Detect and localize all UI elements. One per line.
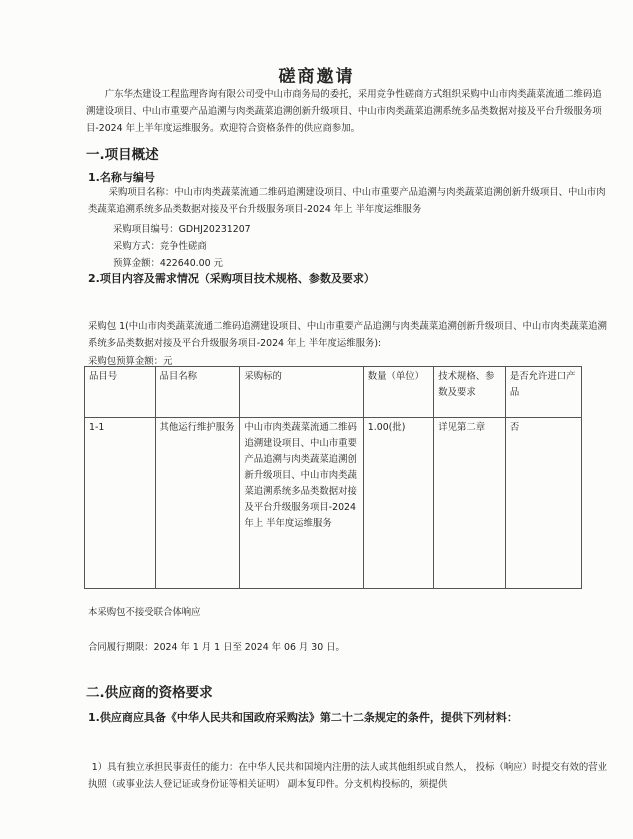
table-cell-item-no: 1-1 (85, 418, 156, 589)
section2-heading: 二.供应商的资格要求 (86, 685, 213, 701)
items-table (84, 366, 582, 589)
no-consortium-note: 本采购包不接受联合体响应 (88, 607, 201, 618)
project-name: 采购项目名称：中山市肉类蔬菜流通二维码追溯建设项目、中山市重要产品追溯与肉类蔬菜追溯创新升级项目、中山市肉类蔬菜追溯系统多品类数据对接及平台升级服务项目-2024 年上 半年度运维服务 (88, 187, 606, 215)
table-cell-quantity: 1.00(批) (363, 418, 434, 589)
table-cell-subject: 中山市肉类蔬菜流通二维码追溯建设项目、中山市重要产品追溯与肉类蔬菜追溯创新升级项目、中山市肉类蔬菜追溯系统多品类数据对接及平台升级服务项目-2024年上 半年度运维服务 (240, 418, 363, 589)
table-cell-item-name: 其他运行维护服务 (155, 418, 240, 589)
table-cell-import: 否 (505, 418, 581, 589)
section2-sub1: 1.供应商应具备《中华人民共和国政府采购法》第二十二条规定的条件，提供下列材料： (88, 711, 518, 724)
table-header-cell: 品目号 (85, 367, 156, 418)
table-header-cell: 采购标的 (240, 367, 363, 418)
section1-sub1: 1.名称与编号 (88, 171, 155, 184)
qualification-item-1: 1）具有独立承担民事责任的能力：在中华人民共和国境内注册的法人或其他组织或自然人， 投标（响应）时提交有效的营业执照（或事业法人登记证或身份证等相关证明） 副本复印件。分支机构投标的，须提供 (88, 762, 607, 790)
table-header-row (85, 367, 582, 418)
package-description: 采购包 1(中山市肉类蔬菜流通二维码追溯建设项目、中山市重要产品追溯与肉类蔬菜追溯创新升级项目、中山市肉类蔬菜追溯系统多品类数据对接及平台升级服务项目-2024 年上 半年度运维服务): (88, 321, 607, 349)
package-budget: 采购包预算金额：元 (88, 356, 173, 367)
contract-period: 合同履行期限：2024 年 1 月 1 日至 2024 年 06 月 30 日。 (88, 642, 345, 653)
section1-sub2: 2.项目内容及需求情况（采购项目技术规格、参数及要求） (88, 272, 375, 285)
table-header-cell: 技术规格、参数及要求 (434, 367, 506, 418)
table-header-cell: 数量（单位） (363, 367, 434, 418)
budget-amount: 预算金额：422640.00 元 (113, 258, 223, 269)
table-header-cell: 品目名称 (155, 367, 240, 418)
table-row (85, 418, 582, 589)
table-header-cell: 是否允许进口产品 (505, 367, 581, 418)
intro-paragraph: 广东华杰建设工程监理咨询有限公司受中山市商务局的委托，采用竞争性磋商方式组织采购中山市肉类蔬菜流通二维码追溯建设项目、中山市重要产品追溯与肉类蔬菜追溯创新升级项目、中山市肉类蔬菜追溯系统多品类数据对接及平台升级服务项目-2024 年上半年度运维服务。欢迎符合资格条件的供应商参加。 (86, 89, 602, 134)
table-cell-spec: 详见第二章 (434, 418, 506, 589)
page-title: 磋商邀请 (278, 67, 355, 87)
section1-heading: 一.项目概述 (86, 147, 159, 163)
procurement-method: 采购方式：竞争性磋商 (113, 241, 207, 252)
project-code: 采购项目编号：GDHJ20231207 (113, 224, 251, 235)
